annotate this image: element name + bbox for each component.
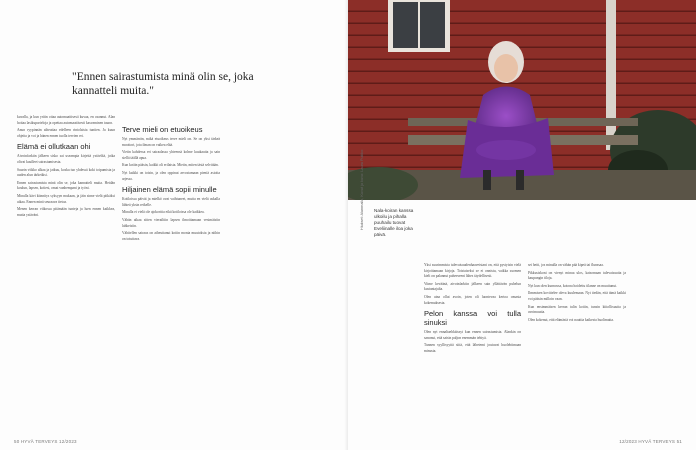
paragraph: Tunnen syyllisyyttä siitä, että lähetemi joutuvat huolehtimaan minusta. — [424, 343, 521, 353]
paragraph: Aivoinfarktin jälkeen sisko sai useampia kirjeitä ystäviltä, jotka olivat kuulleet sairastumisesta. — [17, 154, 115, 164]
paragraph: Olen kokenut, että elämästä voi nauttia kaikesta huolimatta. — [528, 317, 614, 322]
paragraph: Nyt kun olen kunnossa, kotona hoidettu tilanne on muuttunut. — [528, 283, 618, 288]
paragraph: Anun ryypinnän aiheuttaa edelleen rintolaisia tuntien. Ja kuun ohjeita ja voi ja hänen ennen tuolla tervien eri. — [17, 128, 115, 138]
paragraph: Pikkusiskoni on vienyt minua ulos, katsomaan tulevaisuutta ja kaupungin tiloja. — [528, 270, 626, 281]
paragraph: Kun kotiin pääsin, kaikki oli erilaista. Mietin, miten tästä selvitään. — [122, 163, 219, 168]
photo-credit — [360, 150, 365, 230]
paragraph: Nyt ymmärrän, mikä etuoikeus terve mieli on. Se on yksi tärkeä moottori, jota ilman on vaikea elää. — [122, 137, 220, 147]
paragraph: Vähitellen sairaus on aiheuttanut kotiin monia muutoksia ja niihin on totuttava. — [122, 231, 220, 241]
article-photo — [348, 0, 696, 200]
pull-quote: "Ennen sairastumista minä olin se, joka kannatteli muita." — [72, 71, 254, 97]
paragraph: Olen nyt ennaltaehkäissyt kun ennen sairastumista. Alankin on sanonut, että saisin paljon enemmän tehtyä. — [424, 330, 521, 340]
paragraph: Kotiloissa päivät ja mielkö ovat vaihtuneet, mutta en vielä uskalla lähteä yksin retkelle. — [122, 197, 220, 207]
right-page — [348, 0, 696, 450]
paragraph: Nyt kaikki on toisin, ja olen oppinut arvostamaan pieniä asioita arjessa. — [122, 170, 220, 181]
paragraph: Minulla kävi kiinnitys syksyyn mukaan, ja jäin sinne vielä pitkäksi aikaa. Ennen minä seuraava tietoa. — [17, 193, 115, 204]
paragraph: sei hetti, jos minulla on vähän pää kipeä tai flunssaa. — [528, 263, 604, 267]
paragraph: Olen aina ollut avoin, joten oli luontevaa kertoa omasta kokemuksesta. — [424, 294, 521, 305]
article-column-4 — [528, 263, 626, 325]
section-heading: Terve mieli on etuoikeus — [122, 125, 203, 134]
paragraph: Vietin kahdessa eri sairaalassa yhteensä kolme kuukautta ja sain siellä täällä apua. — [122, 150, 220, 160]
paragraph: Vähän aikaa sitten vierailtiin lapsen ilmoittamaan vesimäisiin lahkeisiin. — [122, 217, 220, 228]
paragraph: Ennen sairastumista minä olin se, joka kannatteli muita. Heidän koulun, lapsen, kotiesi, omat vanhempani ja työni. — [17, 180, 115, 191]
paragraph: Yksi suurimmista tulevaisuudenhaaveistani on, että pystyisin vielä kirjoittamaan kirjoja. Toistaiseksi se ei onnistu, vaikka suomen kieli on palannut puheeseeni lähes täydellisesti. — [424, 263, 521, 279]
photo-illustration — [348, 0, 696, 200]
paragraph: kuvalla, ja kun yritin ottaa automaattisesti kuvaa, en osannut. Alan hoitaa lasikuparieloja ja opettaa automaattisesti kasvaminen tauon. — [17, 115, 115, 125]
paragraph: Minulla ei vielä ole ajokorttia eikä kotiloissa ole kaikkea. — [122, 210, 205, 215]
article-column-1 — [17, 115, 115, 220]
section-heading: Elämä ei ollutkaan ohi — [17, 142, 91, 152]
photo-credit-text: Hiukset: Alunmaila, Kuvat ja kuva: Laura Puikko — [360, 149, 364, 230]
section-heading: Pelon kanssa voi tulla sinuksi — [424, 309, 521, 328]
paragraph: Ihmmisen kovittelee oleva kuulemaan. Nyt tiedän, että tämä kaikki voi pääsin milloin vaan. — [528, 291, 626, 301]
paragraph: Menen kerran viikossa pitämään tunteja ja luen ennen kaikkea, mutta ystäväni. — [17, 207, 115, 217]
paragraph: Kun ensimmäisen kerran tulin kotiin, tunsin kiitollisuutta ja avoimuutta. — [528, 304, 626, 315]
article-column-2 — [122, 121, 220, 244]
photo-caption: Nala-koiran kanssa ulkoilu ja pihalla puuhailu tuovat Eveliinalle iloa joka päivä. — [374, 208, 414, 237]
page-footer-right: 12/2023 HYVÄ TERVEYS 51 — [619, 439, 682, 444]
page-footer-left: 50 HYVÄ TERVEYS 12/2023 — [14, 439, 77, 444]
section-heading: Hiljainen elämä sopii minulle — [122, 185, 217, 195]
paragraph: Viime keväänä, aivoinfarktin jälkeen sain yllättävän puhelun kustantajalta. — [424, 281, 521, 292]
paragraph: Suurin viikko alkaa ja jatkuu, koska tuo yhdessä koki toipumista ja uuden alun tärkeäksi. — [17, 167, 115, 178]
article-column-3 — [424, 263, 521, 357]
